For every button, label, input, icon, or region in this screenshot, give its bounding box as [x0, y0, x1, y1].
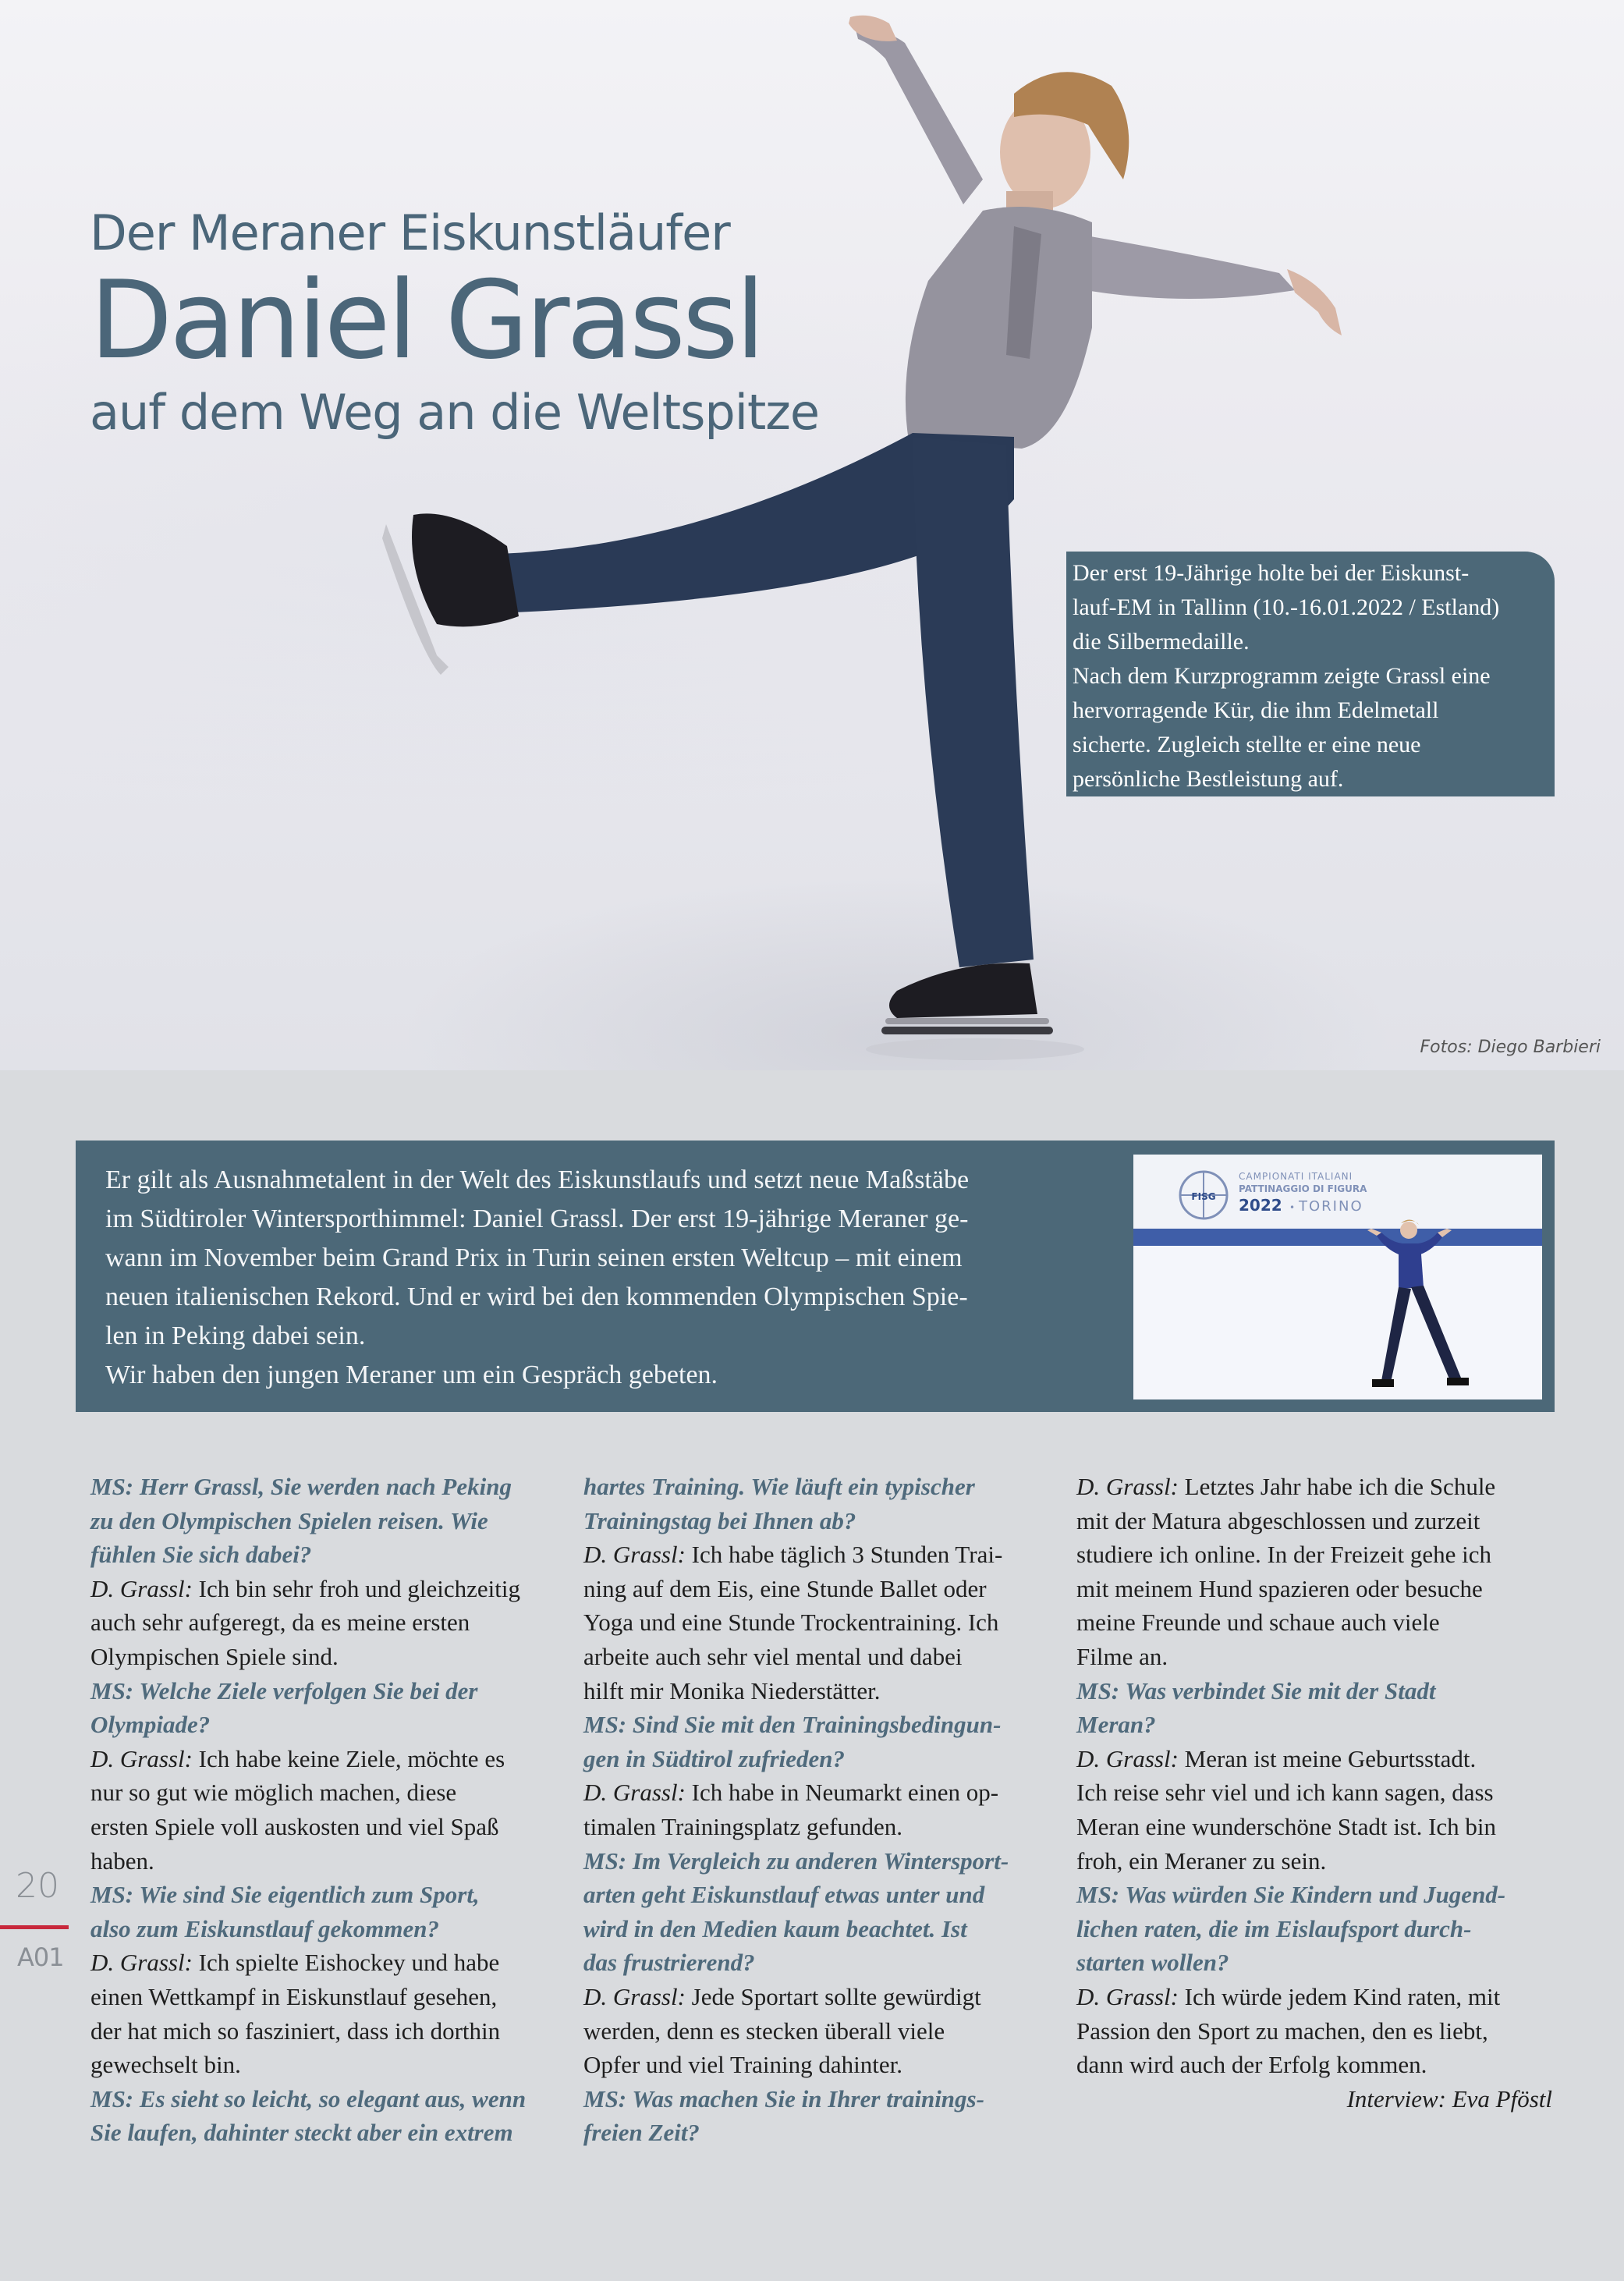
answer-text: Meran ist meine Geburtsstadt. — [1178, 1744, 1477, 1772]
intro-line: len in Peking dabei sein. — [105, 1321, 366, 1350]
interview-question-line: Trainingstag bei Ihnen ab? — [583, 1506, 856, 1534]
interview-question-line: das frustrierend? — [583, 1949, 755, 1977]
answer-text: Letztes Jahr habe ich die Schule — [1178, 1473, 1496, 1500]
interview-question-line: Meran? — [1076, 1711, 1156, 1739]
speaker-label: D. Grassl: — [583, 1982, 686, 2010]
interview-answer-line — [90, 1572, 566, 1606]
inset-photo-illustration — [1133, 1155, 1542, 1399]
answer-text: Ich bin sehr froh und gleichzeitig — [192, 1574, 520, 1602]
interview-question-line: fühlen Sie sich dabei? — [90, 1541, 312, 1569]
interview-question-line: lichen raten, die im Eislaufsport durch- — [1076, 1914, 1472, 1942]
fisg-label: FISG — [1191, 1191, 1216, 1202]
speaker-label: D. Grassl: — [1076, 1982, 1179, 2010]
interview-answer-line — [1076, 1980, 1552, 2014]
interview-answer-line: meine Freunde und schaue auch viele — [1076, 1609, 1440, 1637]
caption-line: hervorragende Kür, die ihm Edelmetall — [1073, 697, 1439, 723]
answer-text: Ich habe täglich 3 Stunden Trai- — [685, 1541, 1003, 1569]
interview-answer-line — [583, 1980, 1059, 2014]
folio-divider — [0, 1925, 69, 1929]
interview-question-line: MS: Was machen Sie in Ihrer trainings- — [583, 2084, 984, 2112]
interview-answer-line: auch sehr aufgeregt, da es meine ersten — [90, 1609, 470, 1637]
interview-answer-line: ning auf dem Eis, eine Stunde Ballet oder — [583, 1574, 987, 1602]
intro-line: neuen italienischen Rekord. Und er wird bei den kommenden Olympischen Spie- — [105, 1282, 968, 1311]
interview-question-line: arten geht Eiskunstlauf etwas unter und — [583, 1881, 985, 1909]
interview-question-line: MS: Was würden Sie Kindern und Jugend- — [1076, 1881, 1506, 1909]
interview-answer-line — [90, 1946, 566, 1980]
skater-illustration — [0, 0, 1624, 1070]
caption-line: lauf-EM in Tallinn (10.-16.01.2022 / Estland) — [1073, 594, 1500, 620]
banner-dot: • — [1289, 1202, 1296, 1213]
speaker-label: D. Grassl: — [90, 1574, 193, 1602]
interview-answer-line — [90, 1742, 566, 1776]
intro-box — [76, 1140, 1555, 1412]
interview-answer-line: timalen Trainingsplatz gefunden. — [583, 1812, 902, 1840]
interview-answer-line: der hat mich so fasziniert, dass ich dorthin — [90, 2017, 501, 2045]
interview-answer-line: werden, denn es stecken überall viele — [583, 2017, 945, 2045]
answer-text: Ich habe in Neumarkt einen op- — [685, 1779, 999, 1807]
interview-answer-line — [1076, 1742, 1552, 1776]
speaker-label: D. Grassl: — [90, 1949, 193, 1977]
interview-question-line: Olympiade? — [90, 1711, 211, 1739]
interview-answer-line: Yoga und eine Stunde Trockentraining. Ich — [583, 1609, 999, 1637]
interview-question-line: MS: Sind Sie mit den Trainingsbedingun- — [583, 1711, 1002, 1739]
caption-line: sicherte. Zugleich stellte er eine neue — [1073, 732, 1421, 757]
interview-credit: Interview: Eva Pföstl — [1346, 2084, 1552, 2112]
intro-line: im Südtiroler Wintersporthimmel: Daniel Grassl. Der erst 19-jährige Meraner ge- — [105, 1204, 969, 1233]
interview-question-line: also zum Eiskunstlauf gekommen? — [90, 1914, 440, 1942]
inset-photo — [1133, 1155, 1542, 1399]
banner-line1: CAMPIONATI ITALIANI — [1239, 1171, 1353, 1182]
page-title: Daniel Grassl — [90, 257, 763, 383]
interview-answer-line: ersten Spiele voll auskosten und viel Spaß — [90, 1812, 499, 1840]
caption-line: persönliche Bestleistung auf. — [1073, 766, 1344, 792]
answer-text: Ich spielte Eishockey und habe — [192, 1949, 500, 1977]
photo-caption-box — [1066, 552, 1555, 796]
interview-answer-line: studiere ich online. In der Freizeit gehe ich — [1076, 1541, 1491, 1569]
answer-text: Ich habe keine Ziele, möchte es — [192, 1744, 505, 1772]
interview-answer-line — [583, 1538, 1059, 1572]
interview-answer-line: Filme an. — [1076, 1642, 1168, 1670]
interview-answer-line: hilft mir Monika Niederstätter. — [583, 1676, 881, 1705]
interview-question-line: gen in Südtirol zufrieden? — [583, 1744, 846, 1772]
interview-answer-line: froh, ein Meraner zu sein. — [1076, 1846, 1327, 1875]
speaker-label: D. Grassl: — [90, 1744, 193, 1772]
interview-question-line: MS: Im Vergleich zu anderen Wintersport- — [583, 1846, 1009, 1875]
interview-question-line: hartes Training. Wie läuft ein typischer — [583, 1473, 975, 1500]
interview-column-3 — [1076, 1470, 1552, 2116]
interview-answer-line: mit der Matura abgeschlossen und zurzeit — [1076, 1506, 1480, 1534]
interview-answer-line: Olympischen Spiele sind. — [90, 1642, 339, 1670]
banner-year: 2022 — [1239, 1196, 1282, 1215]
photo-credit: Fotos: Diego Barbieri — [1420, 1038, 1601, 1057]
speaker-label: D. Grassl: — [583, 1779, 686, 1807]
interview-question-line: starten wollen? — [1076, 1949, 1229, 1977]
speaker-label: D. Grassl: — [1076, 1473, 1179, 1500]
page-number: 20 — [16, 1866, 59, 1906]
interview-answer-line: gewechselt bin. — [90, 2051, 241, 2079]
fisg-logo-icon — [1180, 1172, 1227, 1219]
interview-answer-line: Opfer und viel Training dahinter. — [583, 2051, 902, 2079]
interview-answer-line: arbeite auch sehr viel mental und dabei — [583, 1642, 963, 1670]
interview-column-2 — [583, 1470, 1059, 2150]
interview-answer-line: mit meinem Hund spazieren oder besuche — [1076, 1574, 1483, 1602]
interview-answer-line — [583, 1775, 1059, 1810]
caption-line: die Silbermedaille. — [1073, 629, 1250, 655]
intro-line: Er gilt als Ausnahmetalent in der Welt des Eiskunstlaufs und setzt neue Maßstäbe — [105, 1165, 970, 1194]
interview-question-line: MS: Welche Ziele verfolgen Sie bei der — [90, 1676, 478, 1705]
interview-question-line: Sie laufen, dahinter steckt aber ein extrem — [90, 2119, 513, 2147]
interview-question-line: zu den Olympischen Spielen reisen. Wie — [90, 1506, 488, 1534]
answer-text: Ich würde jedem Kind raten, mit — [1178, 1982, 1501, 2010]
intro-text — [105, 1161, 1143, 1395]
intro-line: Wir haben den jungen Meraner um ein Gespräch gebeten. — [105, 1360, 718, 1389]
hero-photo — [0, 0, 1624, 1070]
banner-city: TORINO — [1299, 1198, 1363, 1215]
banner-line2: PATTINAGGIO DI FIGURA — [1239, 1183, 1367, 1194]
answer-text: Jede Sportart sollte gewürdigt — [685, 1982, 981, 2010]
interview-answer-line: Meran eine wunderschöne Stadt ist. Ich bin — [1076, 1812, 1497, 1840]
interview-question-line: freien Zeit? — [583, 2119, 700, 2147]
interview-question-line: MS: Was verbindet Sie mit der Stadt — [1076, 1676, 1436, 1705]
speaker-label: D. Grassl: — [583, 1541, 686, 1569]
interview-answer-line: haben. — [90, 1846, 154, 1875]
caption-line: Nach dem Kurzprogramm zeigte Grassl eine — [1073, 663, 1491, 689]
interview-question-line: MS: Herr Grassl, Sie werden nach Peking — [90, 1473, 512, 1500]
interview-answer-line: nur so gut wie möglich machen, diese — [90, 1779, 457, 1807]
intro-line: wann im November beim Grand Prix in Turin seinen ersten Weltcup – mit einem — [105, 1243, 963, 1272]
title-prefix: Der Meraner Eiskunstläufer — [90, 204, 730, 261]
interview-answer-line: Ich reise sehr viel und ich kann sagen, dass — [1076, 1779, 1494, 1807]
interview-question-line: MS: Wie sind Sie eigentlich zum Sport, — [90, 1881, 480, 1909]
interview-answer-line — [1076, 1470, 1552, 1504]
interview-question-line: MS: Es sieht so leicht, so elegant aus, wenn — [90, 2084, 527, 2112]
interview-answer-line: dann wird auch der Erfolg kommen. — [1076, 2051, 1427, 2079]
caption-line: Der erst 19-Jährige holte bei der Eiskunst- — [1073, 560, 1470, 586]
title-subline: auf dem Weg an die Weltspitze — [90, 384, 819, 441]
section-code: A01 — [17, 1942, 64, 1972]
interview-question-line: wird in den Medien kaum beachtet. Ist — [583, 1914, 967, 1942]
interview-answer-line: Passion den Sport zu machen, den es liebt, — [1076, 2017, 1488, 2045]
speaker-label: D. Grassl: — [1076, 1744, 1179, 1772]
interview-column-1 — [90, 1470, 566, 2150]
interview-answer-line: einen Wettkampf in Eiskunstlauf gesehen, — [90, 1982, 498, 2010]
